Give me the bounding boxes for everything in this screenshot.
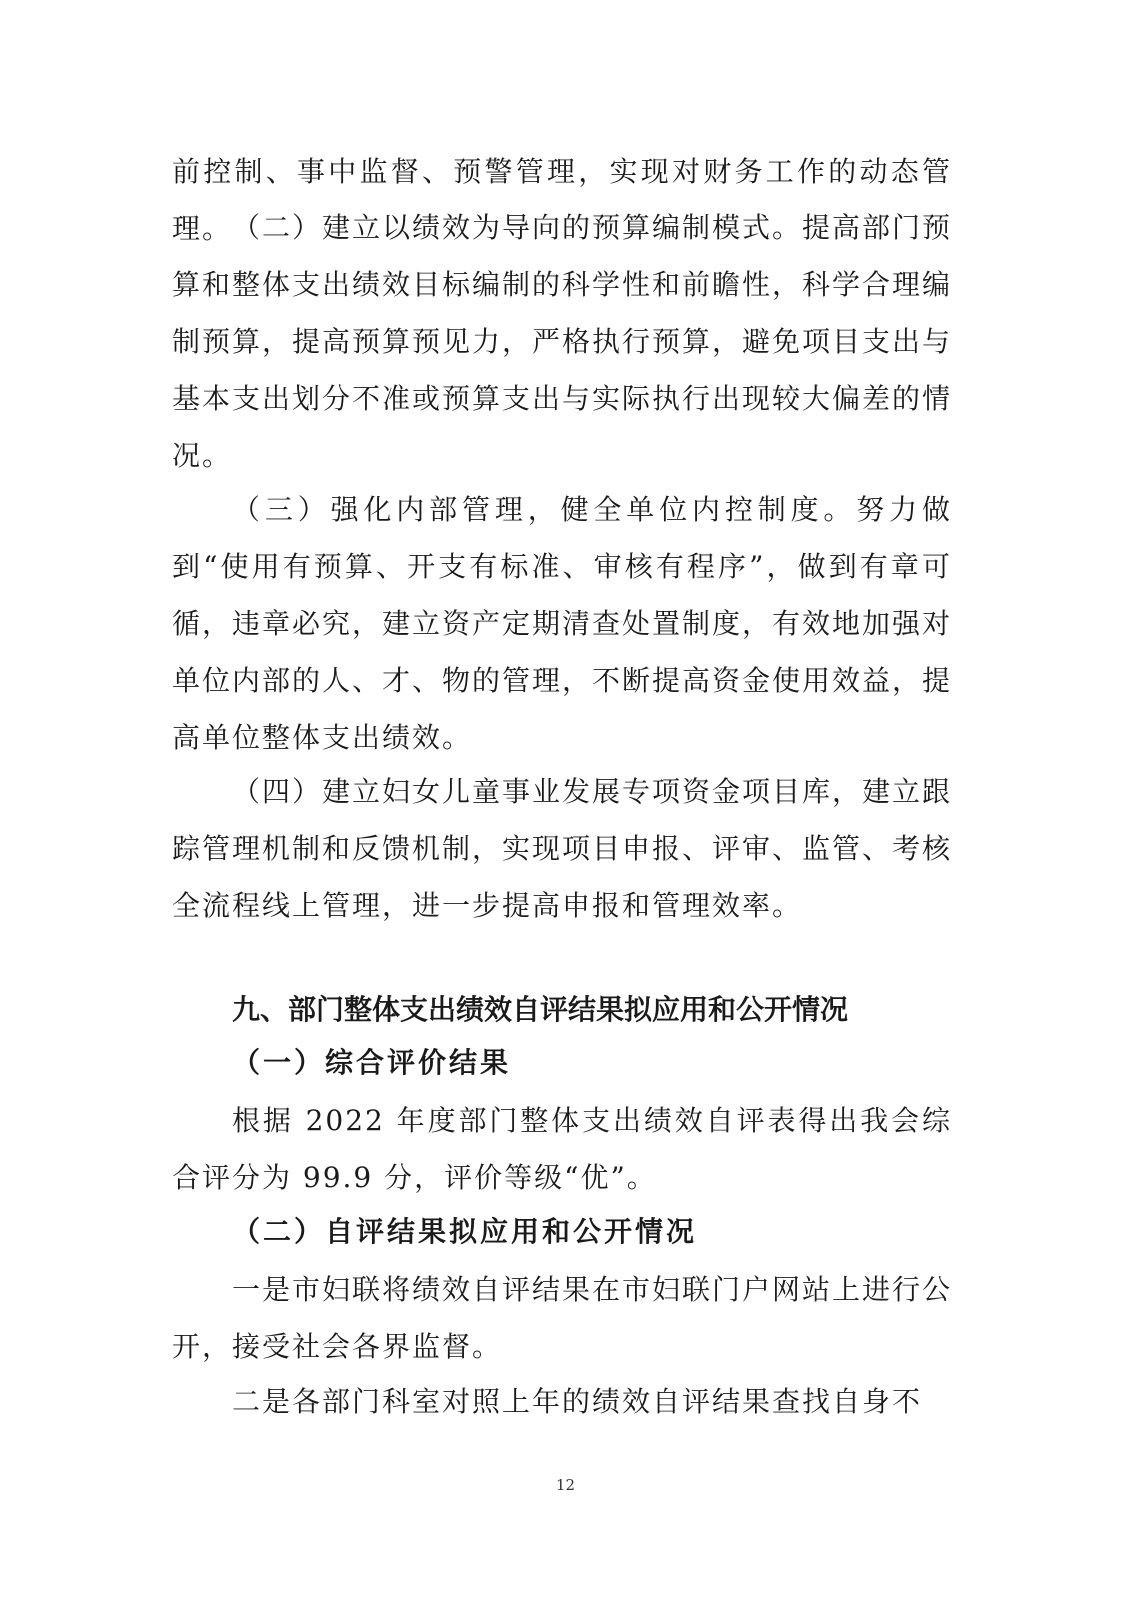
paragraph-application: 二是各部门科室对照上年的绩效自评结果查找自身不: [232, 1385, 923, 1418]
paragraph-budget-model: （二）建立以绩效为导向的预算编制模式。提高部门预算和整体支出绩效目标编制的科学性和前瞻性，科学合理编制预算，提高预算预见力，严格执行预算，避免项目支出与基本支出划分不准或预算支出与实际执行出现较大偏差的情况。: [172, 211, 953, 472]
paragraph-evaluation-result: 根据 2022 年度部门整体支出绩效自评表得出我会综合评分为 99.9 分，评价等级“优”。: [172, 1104, 952, 1194]
paragraph-internal-management: （三）强化内部管理，健全单位内控制度。努力做到“使用有预算、开支有标准、审核有程序”，做到有章可循，违章必究，建立资产定期清查处置制度，有效地加强对单位内部的人、才、物的管理，不断提高资金使用效益，提高单位整体支出绩效。: [172, 493, 953, 754]
paragraph-project-library: （四）建立妇女儿童事业发展专项资金项目库，建立跟踪管理机制和反馈机制，实现项目申报、评审、监管、考核全流程线上管理，进一步提高申报和管理效率。: [172, 775, 953, 922]
subheading-application-disclosure: （二）自评结果拟应用和公开情况: [232, 1215, 698, 1248]
page-number: 12: [555, 1476, 576, 1494]
section-heading: 九、部门整体支出绩效自评结果拟应用和公开情况: [232, 993, 849, 1026]
paragraph-disclosure: 一是市妇联将绩效自评结果在市妇联门户网站上进行公开，接受社会各界监督。: [172, 1273, 953, 1363]
subheading-evaluation-result: （一）综合评价结果: [232, 1046, 512, 1079]
paragraph-continued: 前控制、事中监督、预警管理，实现对财务工作的动态管理。: [172, 155, 952, 245]
